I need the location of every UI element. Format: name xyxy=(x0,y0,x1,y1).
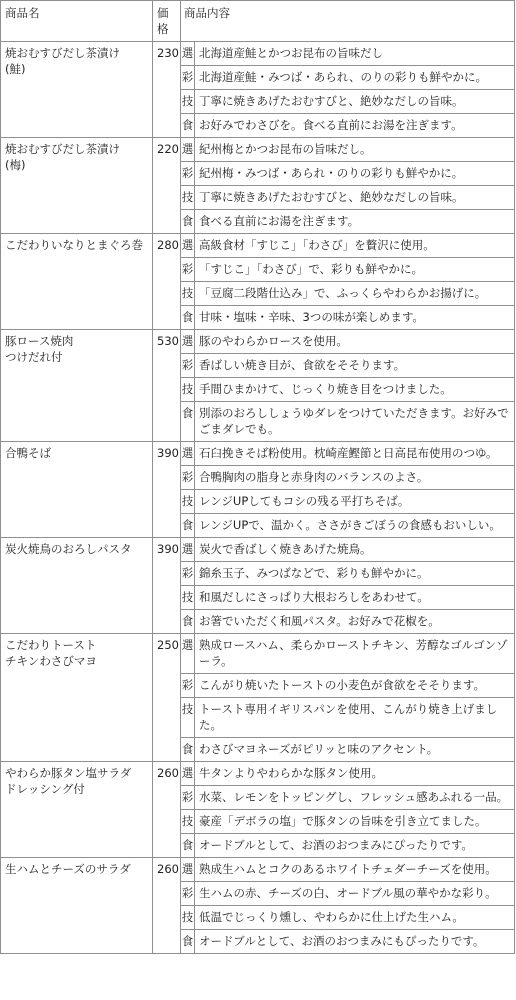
detail-category: 食 xyxy=(181,402,195,442)
detail-text: 牛タンよりやわらかな豚タン使用。 xyxy=(195,762,515,786)
detail-text: 石臼挽きそば粉使用。枕崎産鰹節と日高昆布使用のつゆ。 xyxy=(195,442,515,466)
detail-category: 技 xyxy=(181,906,195,930)
detail-text: こんがり焼いたトーストの小麦色が食欲をそそります。 xyxy=(195,674,515,698)
detail-category: 食 xyxy=(181,114,195,138)
detail-text: 水菜、レモンをトッピングし、フレッシュ感あふれる一品。 xyxy=(195,786,515,810)
table-row xyxy=(1,762,515,786)
detail-text: 丁寧に焼きあげたおむすびと、絶妙なだしの旨味。 xyxy=(195,90,515,114)
detail-category: 選 xyxy=(181,330,195,354)
detail-category: 食 xyxy=(181,514,195,538)
header-product-name: 商品名 xyxy=(1,1,153,42)
product-price: 260 xyxy=(153,762,181,858)
detail-text: 甘味・塩味・辛味、3つの味が楽しめます。 xyxy=(195,306,515,330)
detail-category: 技 xyxy=(181,810,195,834)
header-row xyxy=(1,1,515,42)
detail-category: 選 xyxy=(181,138,195,162)
header-product-content: 商品内容 xyxy=(181,1,515,42)
table-row xyxy=(1,442,515,466)
detail-category: 技 xyxy=(181,282,195,306)
detail-text: お箸でいただく和風パスタ。お好みで花椒を。 xyxy=(195,610,515,634)
table-row xyxy=(1,234,515,258)
detail-category: 彩 xyxy=(181,258,195,282)
detail-category: 食 xyxy=(181,610,195,634)
detail-text: 丁寧に焼きあげたおむすびと、絶妙なだしの旨味。 xyxy=(195,186,515,210)
product-body xyxy=(1,42,515,954)
product-name: 焼おむすびだし茶漬け (鮭) xyxy=(1,42,153,138)
detail-category: 食 xyxy=(181,834,195,858)
product-price: 390 xyxy=(153,442,181,538)
detail-text: 北海道産鮭・みつば・あられ、のりの彩りも鮮やかに。 xyxy=(195,66,515,90)
detail-category: 選 xyxy=(181,234,195,258)
product-name: やわらか豚タン塩サラダ ドレッシング付 xyxy=(1,762,153,858)
product-price: 530 xyxy=(153,330,181,442)
header-price: 価格 xyxy=(153,1,181,42)
detail-text: 紀州梅とかつお昆布の旨味だし。 xyxy=(195,138,515,162)
detail-category: 食 xyxy=(181,738,195,762)
detail-text: 「すじこ」「わさび」で、彩りも鮮やかに。 xyxy=(195,258,515,282)
detail-category: 技 xyxy=(181,586,195,610)
product-name: 炭火焼鳥のおろしパスタ xyxy=(1,538,153,634)
detail-category: 技 xyxy=(181,698,195,738)
product-name: こだわりいなりとまぐろ巻 xyxy=(1,234,153,330)
detail-text: 合鴨胸肉の脂身と赤身肉のバランスのよさ。 xyxy=(195,466,515,490)
product-price: 280 xyxy=(153,234,181,330)
detail-category: 技 xyxy=(181,90,195,114)
detail-category: 食 xyxy=(181,306,195,330)
detail-category: 選 xyxy=(181,42,195,66)
table-row xyxy=(1,634,515,674)
product-price: 390 xyxy=(153,538,181,634)
detail-category: 選 xyxy=(181,538,195,562)
detail-text: 手間ひまかけて、じっくり焼き目をつけました。 xyxy=(195,378,515,402)
table-row xyxy=(1,858,515,882)
table-row xyxy=(1,138,515,162)
product-price: 230 xyxy=(153,42,181,138)
detail-text: 香ばしい焼き目が、食欲をそそります。 xyxy=(195,354,515,378)
detail-category: 彩 xyxy=(181,162,195,186)
detail-category: 選 xyxy=(181,858,195,882)
detail-category: 彩 xyxy=(181,562,195,586)
detail-text: 低温でじっくり燻し、やわらかに仕上げた生ハム。 xyxy=(195,906,515,930)
detail-text: 和風だしにさっぱり大根おろしをあわせて。 xyxy=(195,586,515,610)
table-row xyxy=(1,330,515,354)
detail-text: 豪産「デボラの塩」で豚タンの旨味を引き立てました。 xyxy=(195,810,515,834)
detail-text: トースト専用イギリスパンを使用、こんがり焼き上げました。 xyxy=(195,698,515,738)
detail-category: 彩 xyxy=(181,354,195,378)
detail-text: 熟成ロースハム、柔らかローストチキン、芳醇なゴルゴンゾーラ。 xyxy=(195,634,515,674)
table-row xyxy=(1,538,515,562)
detail-category: 選 xyxy=(181,762,195,786)
product-name: 合鴨そば xyxy=(1,442,153,538)
detail-category: 選 xyxy=(181,634,195,674)
detail-text: 食べる直前にお湯を注ぎます。 xyxy=(195,210,515,234)
detail-text: 別添のおろししょうゆダレをつけていただきます。お好みでごまダレでも。 xyxy=(195,402,515,442)
detail-text: 「豆腐二段階仕込み」で、ふっくらやわらかお揚げに。 xyxy=(195,282,515,306)
detail-text: お好みでわさびを。食べる直前にお湯を注ぎます。 xyxy=(195,114,515,138)
detail-category: 技 xyxy=(181,186,195,210)
product-name: 豚ロース焼肉 つけだれ付 xyxy=(1,330,153,442)
detail-text: オードブルとして、お酒のおつまみにぴったりです。 xyxy=(195,834,515,858)
detail-text: 紀州梅・みつば・あられ・のりの彩りも鮮やかに。 xyxy=(195,162,515,186)
detail-text: 高級食材「すじこ」「わさび」を贅沢に使用。 xyxy=(195,234,515,258)
detail-text: 生ハムの赤、チーズの白、オードブル風の華やかな彩り。 xyxy=(195,882,515,906)
detail-category: 技 xyxy=(181,490,195,514)
product-price: 220 xyxy=(153,138,181,234)
detail-category: 彩 xyxy=(181,674,195,698)
product-name: こだわりトースト チキンわさびマヨ xyxy=(1,634,153,762)
product-name: 生ハムとチーズのサラダ xyxy=(1,858,153,954)
product-price: 260 xyxy=(153,858,181,954)
detail-category: 食 xyxy=(181,930,195,954)
detail-category: 彩 xyxy=(181,882,195,906)
detail-text: レンジUPで、温かく。ささがきごぼうの食感もおいしい。 xyxy=(195,514,515,538)
detail-text: レンジUPしてもコシの残る平打ちそば。 xyxy=(195,490,515,514)
product-name: 焼おむすびだし茶漬け (梅) xyxy=(1,138,153,234)
detail-text: 炭火で香ばしく焼きあげた焼鳥。 xyxy=(195,538,515,562)
detail-category: 彩 xyxy=(181,466,195,490)
detail-category: 彩 xyxy=(181,66,195,90)
detail-text: オードブルとして、お酒のおつまみにもぴったりです。 xyxy=(195,930,515,954)
detail-text: わさびマヨネーズがピリッと味のアクセント。 xyxy=(195,738,515,762)
detail-text: 錦糸玉子、みつばなどで、彩りも鮮やかに。 xyxy=(195,562,515,586)
detail-category: 彩 xyxy=(181,786,195,810)
detail-text: 北海道産鮭とかつお昆布の旨味だし xyxy=(195,42,515,66)
product-price: 250 xyxy=(153,634,181,762)
detail-text: 豚のやわらかロースを使用。 xyxy=(195,330,515,354)
detail-category: 技 xyxy=(181,378,195,402)
detail-text: 熟成生ハムとコクのあるホワイトチェダーチーズを使用。 xyxy=(195,858,515,882)
table-row xyxy=(1,42,515,66)
detail-category: 食 xyxy=(181,210,195,234)
detail-category: 選 xyxy=(181,442,195,466)
